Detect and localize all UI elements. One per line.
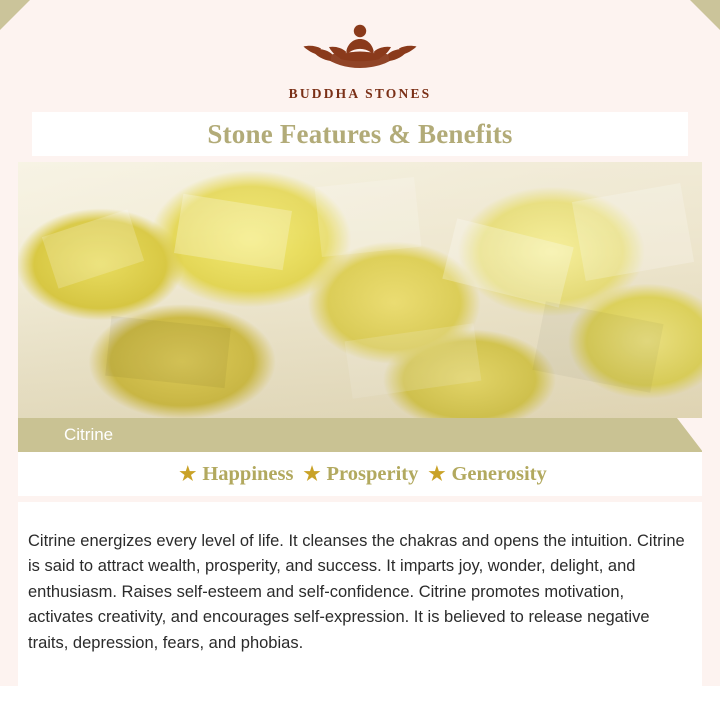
brand-header — [0, 0, 720, 102]
lotus-meditation-icon — [301, 16, 419, 82]
benefit-label: Happiness — [202, 462, 294, 485]
brand-name: BUDDHA STONES — [288, 86, 432, 101]
title-band — [0, 112, 720, 156]
stone-name-tab — [18, 418, 702, 452]
benefit-label: Generosity — [451, 462, 547, 485]
benefit-label: Prosperity — [326, 462, 419, 485]
star-icon: ★ — [428, 463, 446, 485]
stone-name: Citrine — [64, 425, 114, 444]
star-icon: ★ — [303, 463, 321, 485]
bottom-filler — [0, 686, 720, 720]
benefits-row — [18, 452, 702, 496]
stone-photo — [18, 162, 702, 418]
photo-shading-overlay — [18, 162, 702, 418]
benefit-item — [297, 463, 418, 486]
stone-photo-image — [18, 162, 702, 418]
description-text: Citrine energizes every level of life. It cleanses the chakras and opens the intuition. Citrine is said to attract wealth, prosperity, and success. It imparts joy, wonder, delight, and enthusiasm. Raises self-esteem and self-confidence. Citrine promotes motivation, activates creativity, and encourages self-expression. It is believed to release negative traits, depression, fears, and phobias. — [28, 531, 685, 652]
page-title: Stone Features & Benefits — [207, 118, 513, 149]
benefit-item — [422, 463, 546, 486]
star-icon: ★ — [179, 463, 197, 485]
benefit-item — [173, 463, 293, 486]
description-panel — [18, 502, 702, 700]
